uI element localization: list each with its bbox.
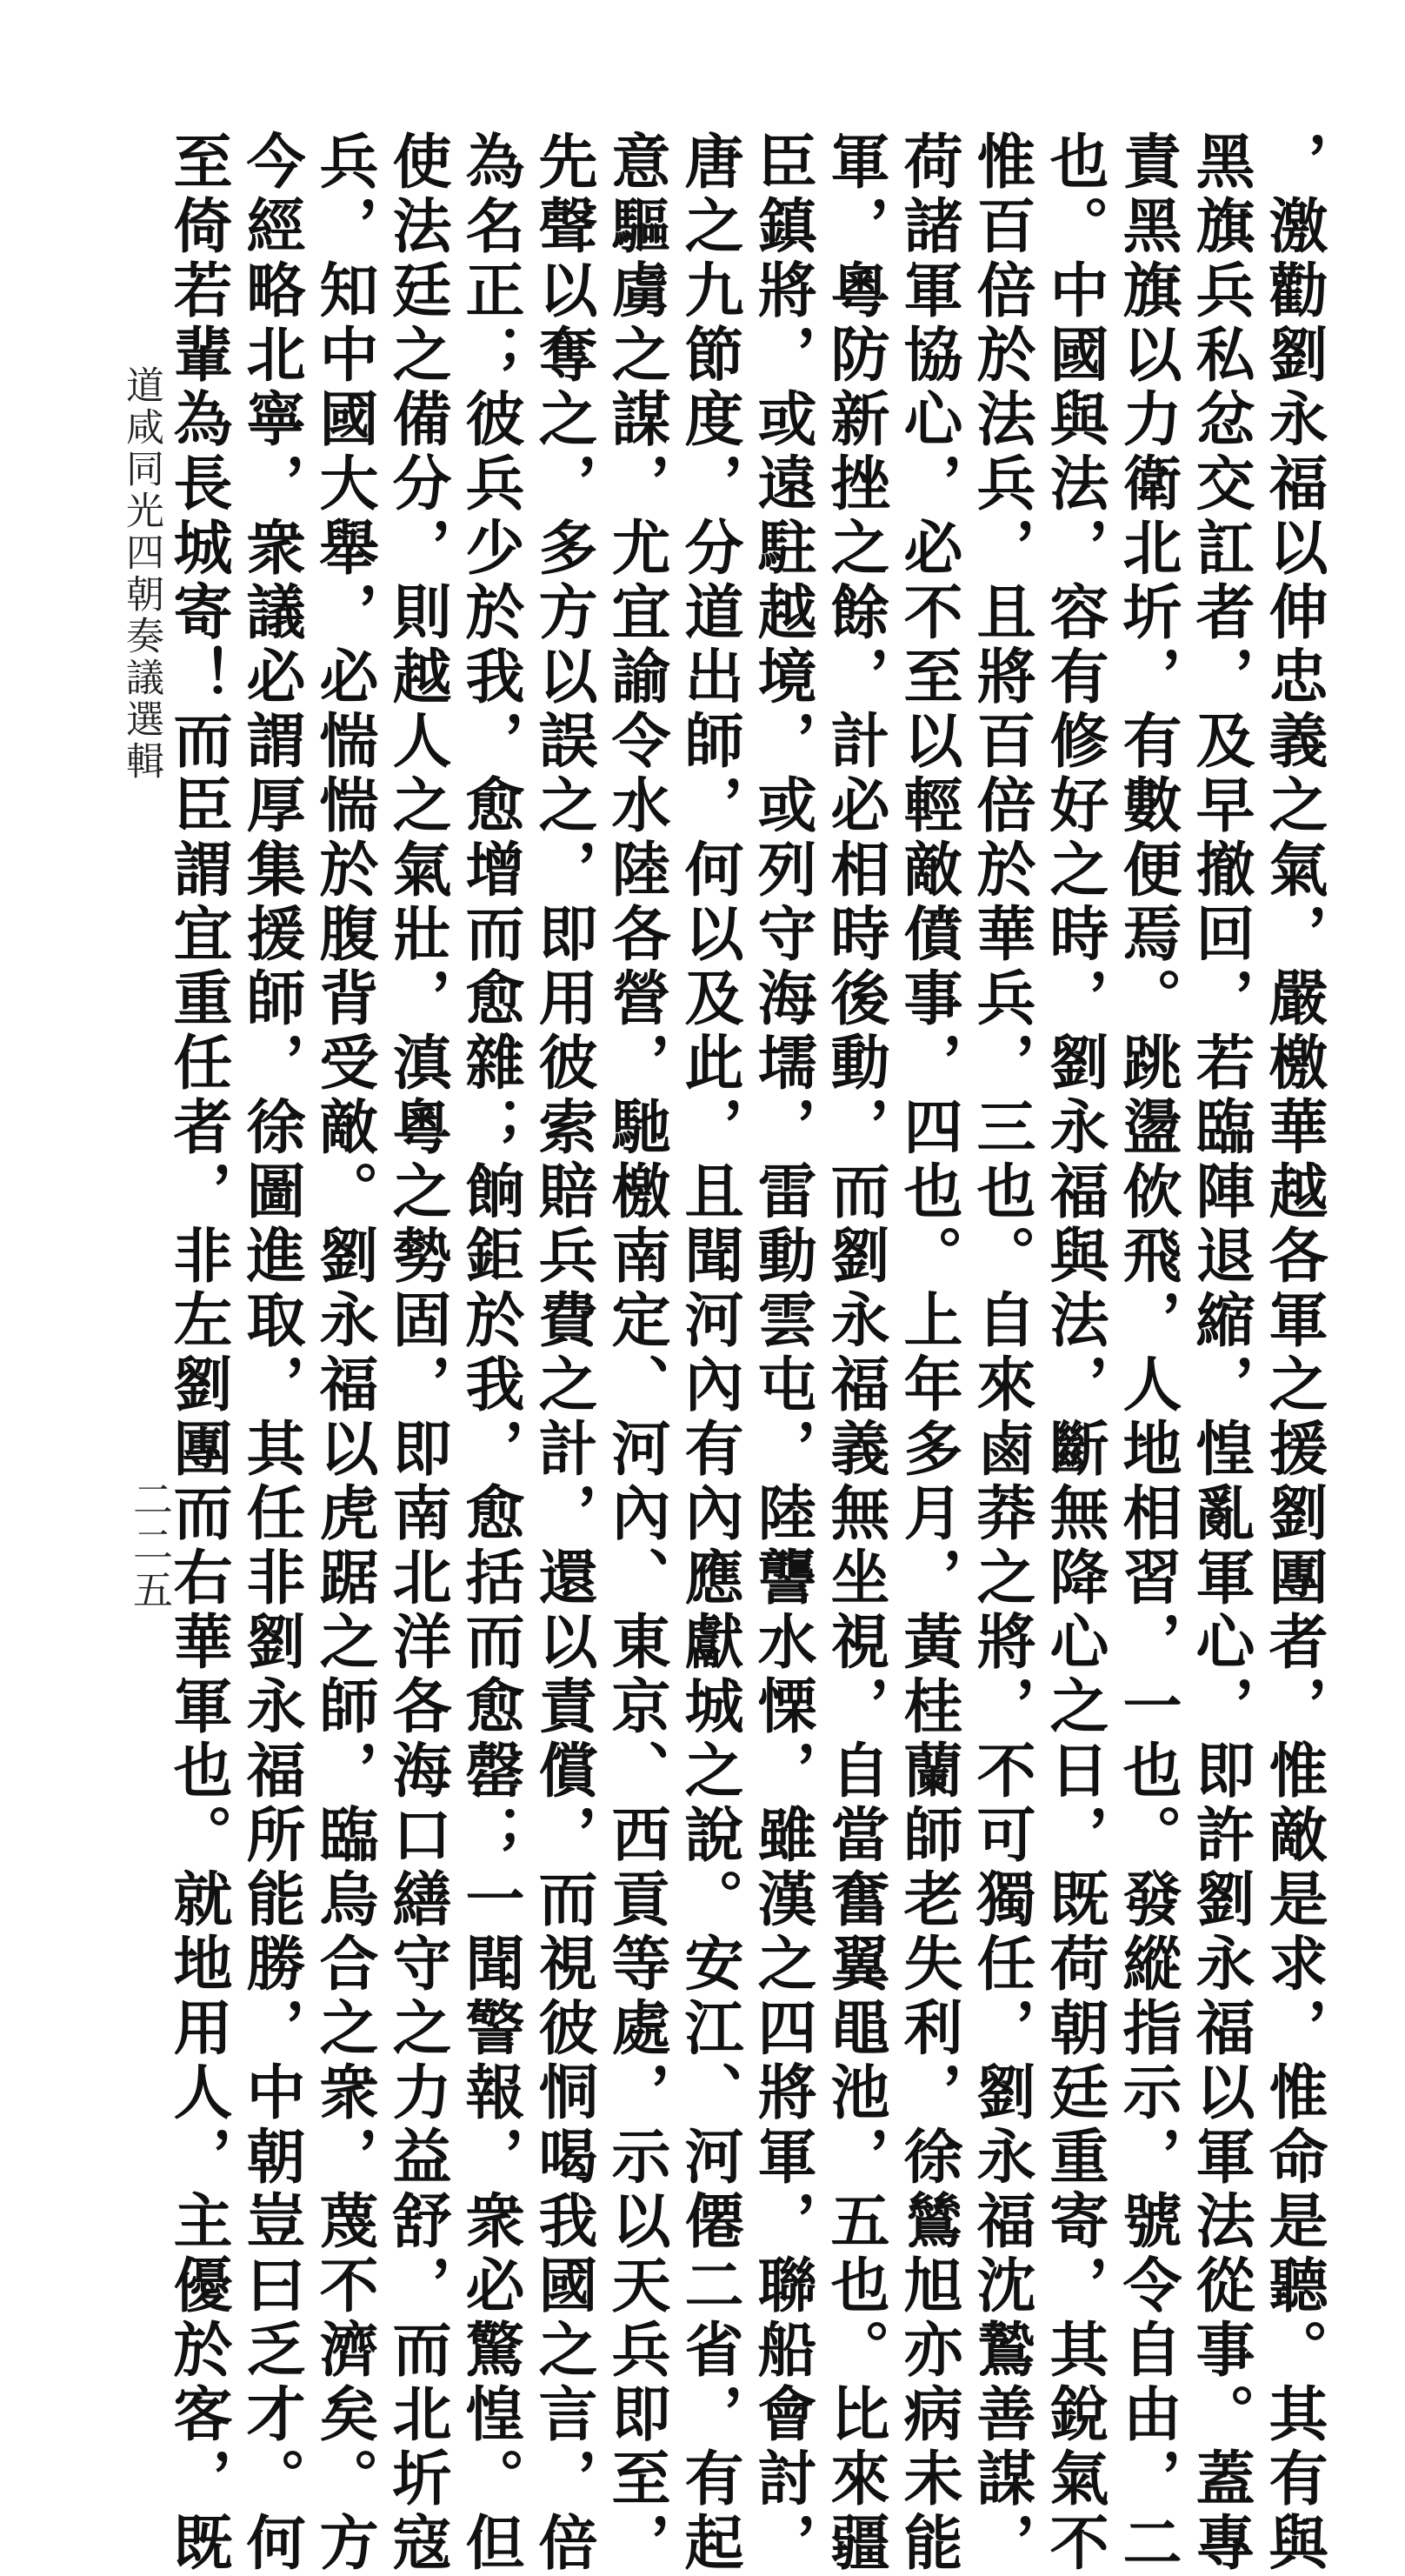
running-title: 道咸同光四朝奏議選輯 bbox=[119, 365, 163, 783]
page-number: 二二五 bbox=[127, 1478, 174, 1614]
memorial-body-text: ，激勸劉永福以伸忠義之氣，嚴檄華越各軍之援劉團者，惟敵是求，惟命是聽。其有與 黑旗兵私忿交訌者，及早撤回，若臨陣退縮，惶亂軍心，即許劉永福以軍法從事。蓋專 責黑旗以力衛北圻，有數便焉。跳盪佽飛，人地相習，一也。發縱指示，號令自由，二 也。中國與法，容有修好之時，劉永福與法，斷無降心之日，既荷朝廷重寄，其銳氣不 惟百倍於法兵，且將百倍於華兵，三也。自來鹵莽之將，不可獨任，劉永福沈鷙善謀， 荷諸軍協心，必不至以輕敵僨事，四也。上年多月，黃桂蘭師老失利，徐鷥旭亦病未能 軍，粵防新挫之餘，計必相時後動，而劉永福義無坐視，自當奮翼黽池，五也。比來疆 臣鎮將，或遠駐越境，或列守海壖，雷動雲屯，陸讋水慄，雖漢之四將軍，聯船會討， 唐之九節度，分道出師，何以及此，且聞河內有內應獻城之說。安江、河僊二省，有起 意驅虜之謀，尤宜諭令水陸各營，馳檄南定、河內、東京、西貢等處，示以天兵即至， 先聲以奪之，多方以誤之，即用彼索賠兵費之計，還以責償，而視彼恫喝我國之言，倍 為名正；彼兵少於我，愈增而愈雜；餉鉅於我，愈括而愈罄；一聞警報，衆必驚惶。但 使法廷之備分，則越人之氣壯，滇粵之勢固，即南北洋各海口繕守之力益舒，而北圻寇 兵，知中國大舉，必惴惴於腹背受敵。劉永福以虎踞之師，臨烏合之衆，蔑不濟矣。方 今經略北寧，衆議必謂厚集援師，徐圖進取，其任非劉永福所能勝，中朝豈曰乏才。何 至倚若輩為長城寄！而臣謂宜重任者，非左劉團而右華軍也。就地用人，主優於客，既 bbox=[163, 130, 1328, 2576]
